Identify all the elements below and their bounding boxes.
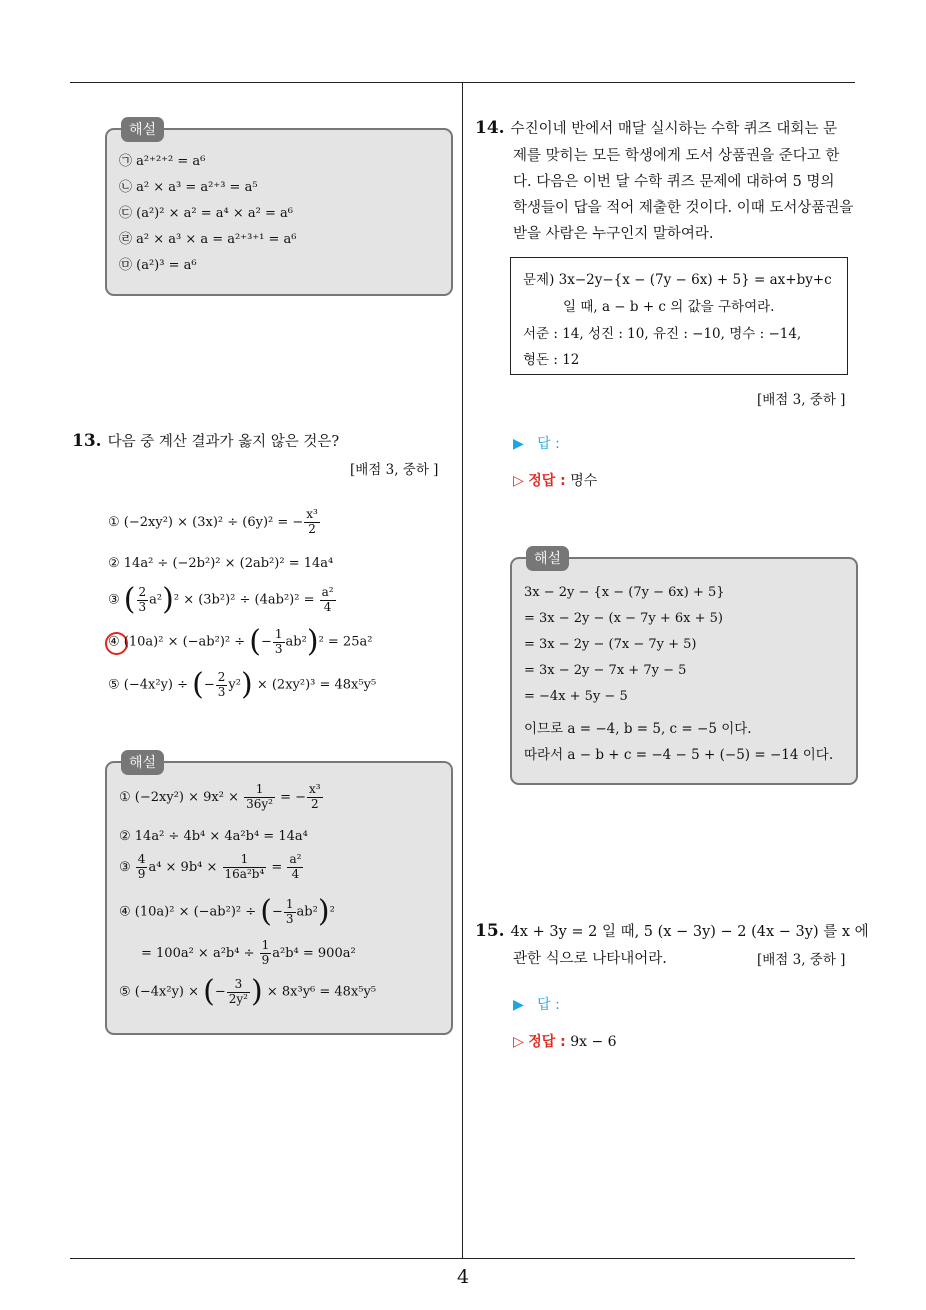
solution-line: = −4x + 5y − 5 bbox=[524, 689, 628, 704]
solution-line: ① (−2xy²) × 9x² × $\frac{1}{\text{36y²}}$ = − $\frac{\text{x³}}{2}$ bbox=[119, 782, 321, 811]
option-text: ③ bbox=[108, 592, 124, 608]
option-text: ② 14a² ÷ (−2b²)² × (2ab²)² = 14a⁴ bbox=[108, 556, 334, 571]
solution-tag: 해설 bbox=[121, 750, 164, 775]
question-number: 15. bbox=[475, 921, 505, 941]
question-text: 4x + 3y = 2 일 때, 5 (x − 3y) − 2 (4x − 3y) 를 x 에 bbox=[510, 924, 869, 940]
solution-line: = 100a² × a²b⁴ ÷ $\frac{1}{9}$ a²b⁴ = 900a² bbox=[141, 938, 356, 967]
solution-line: 3x − 2y − {x − (7y − 6x) + 5} bbox=[524, 585, 725, 600]
correct-value: 명수 bbox=[570, 473, 598, 489]
solution-line: 따라서 a − b + c = −4 − 5 + (−5) = −14 이다. bbox=[524, 747, 834, 763]
problem-box bbox=[510, 257, 848, 375]
solution-line: ③ $\frac{4}{9}$ a⁴ × 9b⁴ × $\frac{1}{\text{16a²b⁴}}$ = $\frac{\text{a²}}{4}$ bbox=[119, 852, 302, 881]
outline-arrow-icon: ▷ bbox=[513, 473, 524, 489]
answer-row bbox=[513, 433, 560, 453]
question-text: 관한 식으로 나타내어라. bbox=[513, 951, 667, 967]
question-text: 다음 중 계산 결과가 옳지 않은 것은? bbox=[107, 434, 340, 450]
solution-line: = 3x − 2y − (7x − 7y + 5) bbox=[524, 637, 697, 652]
play-arrow-icon: ▶ bbox=[513, 997, 524, 1013]
question-number: 13. bbox=[72, 431, 102, 451]
question-15-heading bbox=[475, 920, 869, 941]
outline-arrow-icon: ▷ bbox=[513, 1034, 524, 1050]
solution-tag: 해설 bbox=[121, 117, 164, 142]
fraction: $\frac{1}{3}$ bbox=[274, 626, 283, 656]
answer-row bbox=[513, 994, 560, 1014]
problem-line: 형돈 : 12 bbox=[523, 352, 580, 368]
question-13-heading bbox=[72, 430, 339, 451]
question-text: 학생들이 답을 적어 제출한 것이다. 이때 도서상품권을 bbox=[513, 200, 854, 216]
answer-label: 답 : bbox=[537, 997, 560, 1013]
answer-label: 답 : bbox=[537, 436, 560, 452]
solution-line: = 3x − 2y − 7x + 7y − 5 bbox=[524, 663, 687, 678]
fraction: $\frac{\text{x³}}{2}$ bbox=[306, 507, 318, 536]
solution-box-14 bbox=[510, 551, 858, 785]
correct-value: 9x − 6 bbox=[570, 1034, 617, 1050]
option-text: ④ (10a)² × (−ab²)² ÷ bbox=[108, 634, 250, 650]
solution-line: ㉢ (a²)² × a² = a⁴ × a² = a⁶ bbox=[119, 206, 293, 221]
problem-line: 일 때, a − b + c 의 값을 구하여라. bbox=[563, 299, 775, 315]
question-14-heading bbox=[475, 117, 837, 138]
play-arrow-icon: ▶ bbox=[513, 436, 524, 452]
question-text: 수진이네 반에서 매달 실시하는 수학 퀴즈 대회는 문 bbox=[510, 121, 837, 137]
solution-line: ㉣ a² × a³ × a = a²⁺³⁺¹ = a⁶ bbox=[119, 232, 297, 247]
solution-tag: 해설 bbox=[526, 546, 569, 571]
question-text: 다. 다음은 이번 달 수학 퀴즈 문제에 대하여 5 명의 bbox=[513, 174, 835, 190]
fraction: $\frac{2}{3}$ bbox=[217, 669, 226, 699]
solution-box-12 bbox=[105, 122, 453, 296]
solution-line: ② 14a² ÷ 4b⁴ × 4a²b⁴ = 14a⁴ bbox=[119, 829, 308, 844]
question-text: 받을 사람은 누구인지 말하여라. bbox=[513, 226, 714, 242]
correct-answer-row bbox=[513, 470, 597, 490]
points-label: [배점 3, 중하 ] bbox=[350, 462, 439, 478]
option-4[interactable]: ④ (10a)² × (−ab²)² ÷ (− $\frac{1}{3}$ ab²)² = 25a² bbox=[108, 624, 373, 659]
points-label: [배점 3, 중하 ] bbox=[757, 392, 846, 408]
correct-label: 정답 : bbox=[528, 473, 566, 489]
fraction: $\frac{2}{3}$ bbox=[138, 584, 147, 614]
solution-line: ④ (10a)² × (−ab²)² ÷ (− $\frac{1}{3}$ ab²)² bbox=[119, 894, 335, 929]
solution-line: ㉡ a² × a³ = a²⁺³ = a⁵ bbox=[119, 180, 258, 195]
option-text: ⑤ (−4x²y) ÷ bbox=[108, 677, 193, 693]
option-5[interactable]: ⑤ (−4x²y) ÷ (− $\frac{2}{3}$ y²) × (2xy²)³ = 48x⁵y⁵ bbox=[108, 667, 377, 702]
option-2[interactable] bbox=[108, 556, 333, 571]
option-3[interactable]: ③ ( $\frac{2}{3}$ a²)² × (3b²)² ÷ (4ab²)² = $\frac{\text{a²}}{4}$ bbox=[108, 582, 334, 617]
problem-line: 서준 : 14, 성진 : 10, 유진 : −10, 명수 : −14, bbox=[523, 326, 802, 342]
solution-line: 이므로 a = −4, b = 5, c = −5 이다. bbox=[524, 721, 752, 737]
question-text: 제를 맞히는 모든 학생에게 도서 상품권을 준다고 한 bbox=[513, 148, 840, 164]
problem-line: 문제) 3x−2y−{x − (7y − 6x) + 5} = ax+by+c bbox=[523, 272, 832, 288]
page-number: 4 bbox=[456, 1266, 470, 1288]
points-label: [배점 3, 중하 ] bbox=[757, 952, 846, 968]
question-number: 14. bbox=[475, 118, 505, 138]
correct-answer-row bbox=[513, 1031, 617, 1051]
correct-label: 정답 : bbox=[528, 1034, 566, 1050]
bottom-rule bbox=[70, 1258, 855, 1259]
solution-line: ⑤ (−4x²y) × (− $\frac{3}{\text{2y²}}$ ) × 8x³y⁶ = 48x⁵y⁵ bbox=[119, 974, 377, 1009]
option-text: ① (−2xy²) × (3x)² ÷ (6y)² = − bbox=[108, 514, 304, 530]
column-divider bbox=[462, 83, 463, 1259]
option-1[interactable] bbox=[108, 508, 321, 537]
fraction: $\frac{\text{a²}}{4}$ bbox=[321, 584, 334, 614]
solution-line: = 3x − 2y − (x − 7y + 6x + 5) bbox=[524, 611, 723, 626]
solution-line: ㉠ a²⁺²⁺² = a⁶ bbox=[119, 154, 206, 169]
solution-line: ㉤ (a²)³ = a⁶ bbox=[119, 258, 197, 273]
solution-box-13 bbox=[105, 755, 453, 1035]
